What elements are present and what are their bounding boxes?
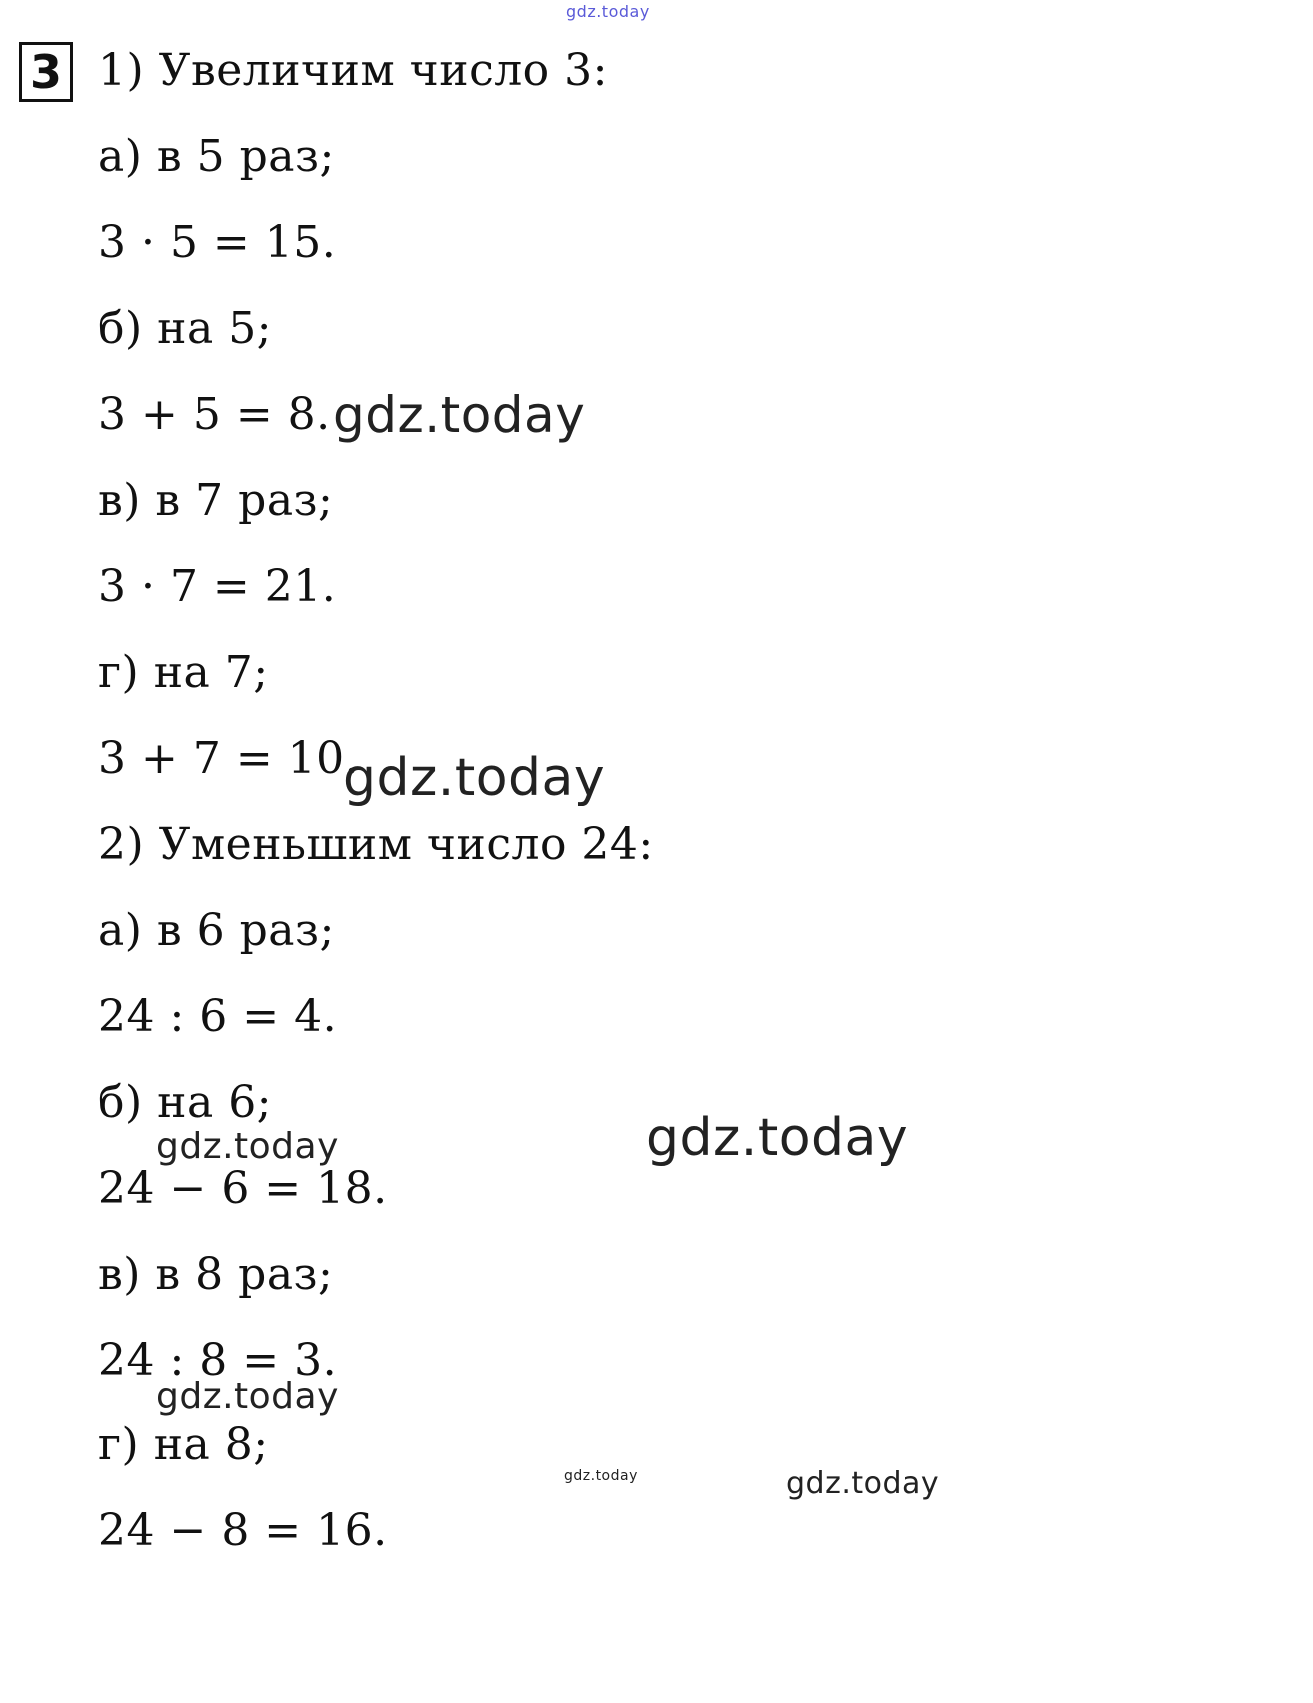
part-2d-equation: 24 − 8 = 16. (98, 1505, 388, 1556)
part-1b-equation: 3 + 5 = 8. (98, 389, 331, 440)
part-1a-equation: 3 · 5 = 15. (98, 217, 337, 268)
watermark-left-1: gdz.today (156, 1126, 339, 1167)
part-1c-condition: в) в 7 раз; (98, 475, 334, 526)
part-1d-equation: 3 + 7 = 10. (98, 733, 360, 784)
watermark-inline-1: gdz.today (333, 386, 586, 444)
part-2c-condition: в) в 8 раз; (98, 1249, 334, 1300)
task-number-badge: 3 (19, 42, 73, 102)
part-2b-condition: б) на 6; (98, 1077, 273, 1128)
part-2b-equation: 24 − 6 = 18. (98, 1163, 388, 1214)
part-2-heading: 2) Уменьшим число 24: (98, 819, 654, 870)
watermark-center: gdz.today (343, 748, 606, 808)
watermark-top: gdz.today (566, 2, 650, 21)
watermark-bottom-right: gdz.today (786, 1466, 940, 1501)
part-1c-equation: 3 · 7 = 21. (98, 561, 337, 612)
watermark-small: gdz.today (564, 1468, 638, 1484)
watermark-left-2: gdz.today (156, 1376, 339, 1417)
part-1d-condition: г) на 7; (98, 647, 269, 698)
part-2d-condition: г) на 8; (98, 1419, 269, 1470)
watermark-right: gdz.today (646, 1108, 909, 1168)
part-1b-condition: б) на 5; (98, 303, 273, 354)
part-1a-condition: а) в 5 раз; (98, 131, 335, 182)
part-2a-equation: 24 : 6 = 4. (98, 991, 338, 1042)
part-1-heading: 1) Увеличим число 3: (98, 45, 608, 96)
part-2a-condition: а) в 6 раз; (98, 905, 335, 956)
part-2c-equation: 24 : 8 = 3. (98, 1335, 338, 1386)
